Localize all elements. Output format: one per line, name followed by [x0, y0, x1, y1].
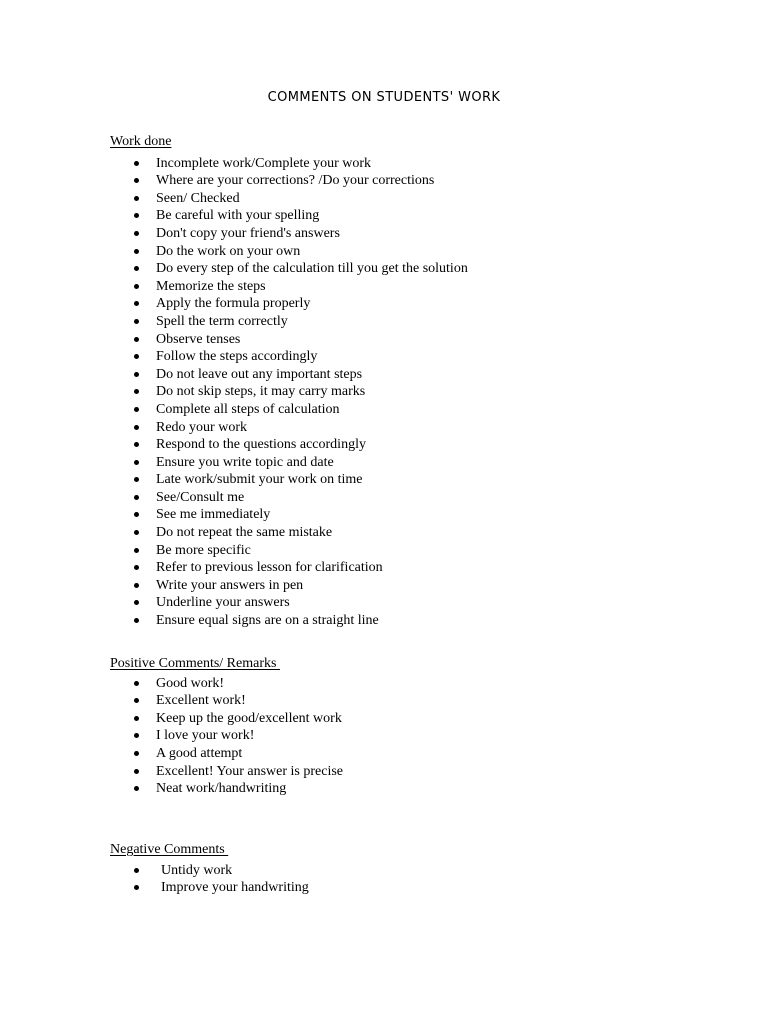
bullet-icon — [134, 231, 139, 236]
list-item — [110, 524, 670, 542]
list-item-text: Do every step of the calculation till you get the solution — [156, 261, 468, 277]
list-item — [110, 594, 670, 612]
bullet-icon — [134, 161, 139, 166]
list-item — [110, 506, 670, 524]
section-heading-negative-comments: Negative Comments — [110, 842, 229, 857]
list-item — [110, 862, 670, 880]
list-item — [110, 331, 670, 349]
list-item — [110, 727, 670, 745]
list-item-text: Ensure you write topic and date — [156, 454, 334, 470]
section-heading-work-done: Work done — [110, 134, 172, 149]
list-item-text: Respond to the questions accordingly — [156, 437, 366, 453]
list-item-text: Where are your corrections? /Do your corrections — [156, 173, 435, 189]
list-item — [110, 612, 670, 630]
bullet-icon — [134, 868, 139, 873]
list-item — [110, 692, 670, 710]
list-item-text: See me immediately — [156, 507, 271, 523]
list-item — [110, 542, 670, 560]
list-item-text: Ensure equal signs are on a straight line — [156, 613, 379, 629]
list-item-text: Late work/submit your work on time — [156, 472, 363, 488]
bullet-icon — [134, 716, 139, 721]
list-item — [110, 559, 670, 577]
list-item — [110, 313, 670, 331]
bullet-icon — [134, 733, 139, 738]
list-item — [110, 763, 670, 781]
list-item — [110, 155, 670, 173]
list-item — [110, 207, 670, 225]
bullet-icon — [134, 213, 139, 218]
bullet-icon — [134, 530, 139, 535]
list-item-text: Do the work on your own — [156, 243, 301, 259]
list-item — [110, 577, 670, 595]
bullet-icon — [134, 769, 139, 774]
list-item-text: Neat work/handwriting — [156, 781, 287, 797]
bullet-icon — [134, 885, 139, 890]
bullet-icon — [134, 618, 139, 623]
negative-comments-list — [110, 862, 670, 897]
bullet-icon — [134, 565, 139, 570]
list-item — [110, 454, 670, 472]
section-heading-positive-comments: Positive Comments/ Remarks — [110, 656, 280, 671]
document-title: COMMENTS ON STUDENTS' WORK — [267, 90, 501, 105]
list-item — [110, 471, 670, 489]
list-item-text: Be careful with your spelling — [156, 208, 320, 224]
work-done-list — [110, 155, 670, 630]
list-item-text: Seen/ Checked — [156, 190, 240, 206]
bullet-icon — [134, 284, 139, 289]
positive-comments-list — [110, 675, 670, 798]
list-item-text: Underline your answers — [156, 595, 290, 611]
list-item-text: Do not skip steps, it may carry marks — [156, 384, 366, 400]
bullet-icon — [134, 495, 139, 500]
bullet-icon — [134, 786, 139, 791]
list-item-text: See/Consult me — [156, 489, 245, 505]
list-item-text: Incomplete work/Complete your work — [156, 155, 372, 171]
section-negative-comments — [110, 841, 670, 897]
list-item-text: Be more specific — [156, 542, 251, 558]
list-item-text: Follow the steps accordingly — [156, 349, 318, 365]
list-item — [110, 419, 670, 437]
list-item-text: Apply the formula properly — [156, 296, 311, 312]
list-item-text: Do not leave out any important steps — [156, 366, 363, 382]
bullet-icon — [134, 266, 139, 271]
bullet-icon — [134, 548, 139, 553]
bullet-icon — [134, 301, 139, 306]
bullet-icon — [134, 583, 139, 588]
list-item — [110, 675, 670, 693]
bullet-icon — [134, 512, 139, 517]
bullet-icon — [134, 319, 139, 324]
list-item-text: Excellent! Your answer is precise — [156, 763, 344, 779]
list-item — [110, 348, 670, 366]
list-item-text: Keep up the good/excellent work — [156, 710, 342, 726]
bullet-icon — [134, 751, 139, 756]
list-item — [110, 225, 670, 243]
bullet-icon — [134, 372, 139, 377]
bullet-icon — [134, 425, 139, 430]
bullet-icon — [134, 178, 139, 183]
list-item-text: A good attempt — [156, 745, 243, 761]
bullet-icon — [134, 681, 139, 686]
list-item — [110, 710, 670, 728]
section-positive-comments — [110, 655, 670, 798]
list-item — [110, 366, 670, 384]
list-item — [110, 780, 670, 798]
list-item-text: I love your work! — [156, 728, 255, 744]
list-item-text: Untidy work — [161, 862, 233, 878]
list-item — [110, 260, 670, 278]
bullet-icon — [134, 389, 139, 394]
list-item-text: Spell the term correctly — [156, 313, 288, 329]
list-item — [110, 278, 670, 296]
list-item — [110, 436, 670, 454]
list-item — [110, 383, 670, 401]
list-item-text: Complete all steps of calculation — [156, 401, 340, 417]
bullet-icon — [134, 407, 139, 412]
list-item-text: Excellent work! — [156, 693, 246, 709]
bullet-icon — [134, 249, 139, 254]
list-item — [110, 172, 670, 190]
list-item-text: Good work! — [156, 675, 225, 691]
bullet-icon — [134, 460, 139, 465]
list-item-text: Redo your work — [156, 419, 247, 435]
list-item-text: Do not repeat the same mistake — [156, 525, 333, 541]
list-item — [110, 295, 670, 313]
bullet-icon — [134, 477, 139, 482]
section-work-done — [110, 133, 670, 630]
list-item-text: Write your answers in pen — [156, 577, 304, 593]
list-item — [110, 190, 670, 208]
list-item — [110, 489, 670, 507]
list-item-text: Memorize the steps — [156, 278, 266, 294]
list-item — [110, 745, 670, 763]
bullet-icon — [134, 337, 139, 342]
bullet-icon — [134, 442, 139, 447]
bullet-icon — [134, 354, 139, 359]
list-item-text: Refer to previous lesson for clarification — [156, 560, 383, 576]
bullet-icon — [134, 698, 139, 703]
list-item — [110, 243, 670, 261]
list-item-text: Don't copy your friend's answers — [156, 225, 340, 241]
bullet-icon — [134, 196, 139, 201]
list-item — [110, 401, 670, 419]
list-item-text: Improve your handwriting — [161, 880, 309, 896]
list-item — [110, 879, 670, 897]
list-item-text: Observe tenses — [156, 331, 241, 347]
bullet-icon — [134, 600, 139, 605]
